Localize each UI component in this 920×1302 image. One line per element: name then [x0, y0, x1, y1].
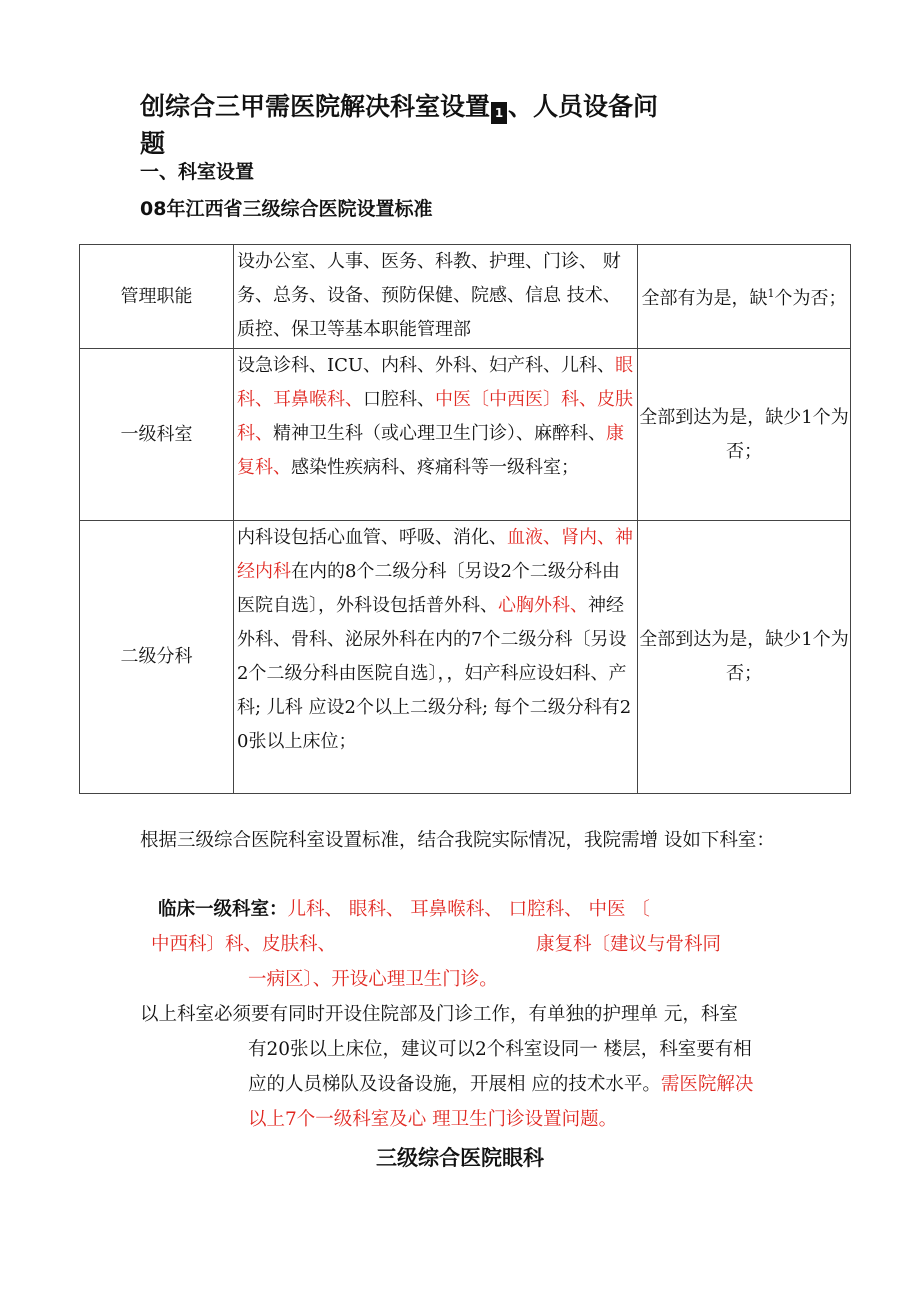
row-criteria-level1: 全部到达为是，缺少1个为否； [638, 349, 851, 521]
footnote-marker: 1 [491, 102, 507, 124]
row-content-management: 设办公室、人事、医务、科教、护理、门诊、 财务、总务、设备、预防保健、院感、信息 技术、质控、保卫等基本职能管理部 [234, 245, 638, 349]
row-criteria-level2: 全部到达为是，缺少1个为否； [638, 521, 851, 794]
table-row-level2 [80, 521, 851, 794]
row-content-level2 [234, 521, 638, 794]
level1-text-7: 感染性疾病科、疼痛科等一级科室； [291, 457, 579, 478]
title-part1: 创综合三甲需医院解决科室设置 [140, 92, 491, 121]
section-heading: 一、科室设置 [140, 161, 255, 183]
title-part3: 题 [140, 129, 166, 158]
clinical-line1 [158, 892, 838, 927]
table-row-management [80, 245, 851, 349]
clinical-list-2a: 中西科〕科、皮肤科、 [151, 934, 337, 955]
level2-text-3: 在内的8个二级分科〔另设2个二级分科由医院自选〕，外科设包括普外科、 [237, 561, 620, 616]
level2-text-1: 内科设包括心血管、呼吸、消化、 [237, 527, 507, 548]
level2-text-4: 心胸外科、 [498, 595, 588, 616]
level1-text-4: 中医〔中西医〕科、皮肤科、 [237, 389, 633, 444]
level1-text-3: 口腔科、 [363, 389, 435, 410]
standards-table [79, 244, 851, 794]
level1-text-6: 康复科、 [237, 423, 624, 478]
requirement-line4: 以上7个一级科室及心 理卫生门诊设置问题。 [248, 1109, 618, 1130]
paragraph-basis: 根据三级综合医院科室设置标准，结合我院实际情况，我院需增 设如下科室： [140, 830, 775, 851]
requirement-line3-text: 应的人员梯队及设备设施，开展相 应的技术水平。 [248, 1074, 661, 1095]
row-criteria-management [638, 245, 851, 349]
criteria-text-b: 个为否； [774, 288, 847, 309]
criteria-text-a: 全部有为是，缺 [641, 288, 768, 309]
document-title [140, 88, 710, 162]
section-heading-ophthalmology: 三级综合医院眼科 [376, 1146, 544, 1170]
table-row-level1 [80, 349, 851, 521]
row-label-level1: 一级科室 [80, 349, 234, 521]
requirement-line3-red: 需医院解决 [660, 1074, 754, 1095]
level2-text-2: 血液、肾内、神经内科 [237, 527, 633, 582]
clinical-label: 临床一级科室： [158, 899, 288, 920]
clinical-list-1: 儿科、 眼科、 耳鼻喉科、 口腔科、 中医 〔 [287, 899, 650, 920]
clinical-list-2b: 康复科〔建议与骨科同 [536, 934, 722, 955]
requirement-line3 [248, 1067, 753, 1102]
standard-title: 08年江西省三级综合医院设置标准 [140, 198, 433, 220]
requirement-line2: 有20张以上床位，建议可以2个科室设同一 楼层，科室要有相 [248, 1039, 752, 1060]
criteria-sup: 1 [767, 287, 775, 300]
level2-text-5: 神经外科、骨科、泌尿外科在内的7个二级分科〔另设2个二级分科由医院自选〕，，妇产科应设妇科、产科; 儿科 应设2个以上二级分科; 每个二级分科有20张以上床位； [237, 595, 632, 752]
row-content-level1 [234, 349, 638, 521]
level1-text-1: 设急诊科、ICU、内科、外科、妇产科、儿科、 [237, 355, 616, 376]
requirement-line1: 以上科室必须要有同时开设住院部及门诊工作，有单独的护理单 元，科室 [140, 1004, 738, 1025]
level1-text-5: 精神卫生科（或心理卫生门诊）、麻醉科、 [273, 423, 606, 444]
row-label-level2: 二级分科 [80, 521, 234, 794]
clinical-list-3: 一病区〕、开设心理卫生门诊。 [248, 969, 498, 990]
level1-text-2: 眼科、耳鼻喉科、 [237, 355, 634, 410]
row-label-management: 管理职能 [80, 245, 234, 349]
title-part2: 、人员设备问 [508, 92, 659, 121]
